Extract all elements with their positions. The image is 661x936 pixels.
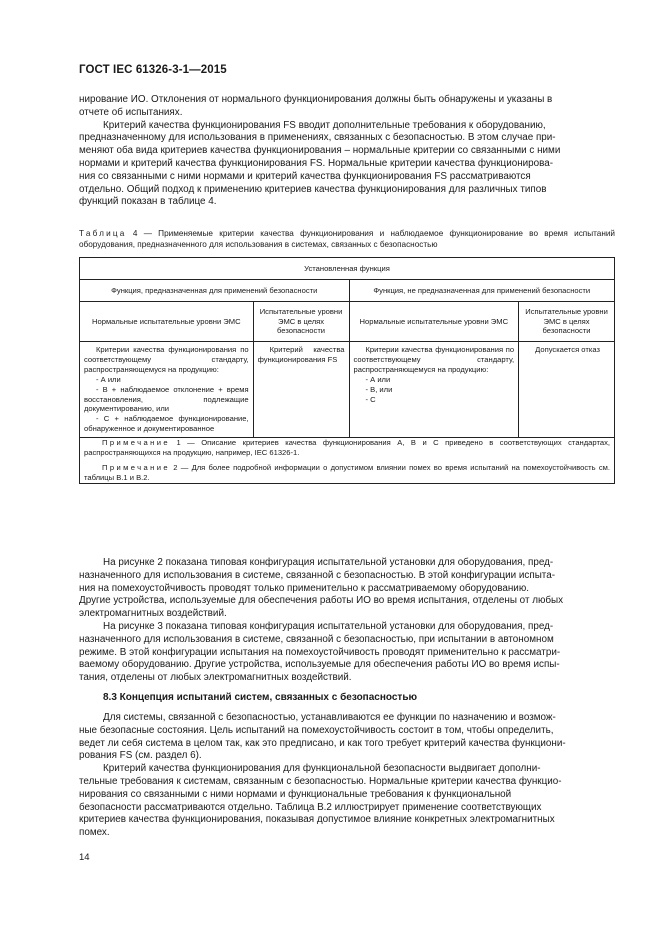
column-header: Нормальные испытательные уровни ЭМС: [349, 302, 519, 342]
section-heading: 8.3 Концепция испытаний систем, связанных с безопасностью: [103, 692, 418, 703]
criteria-table: [79, 257, 615, 484]
table-row: [80, 342, 615, 438]
note-2: Примечание 2 — Для более подробной информации о допустимом влиянии помех во время испытаний на помехоустойчивость см. таблицы В.1 и В.2.: [84, 462, 610, 482]
paragraph-2: Критерий качества функционирования FS вводит дополнительные требования к оборудованию, предназначенному для использования в применениях, связанных с безопасностью. В этом случае при- меняют оба вида критериев качества функционирования – нормальные критерии со связанными с ними нормами и критерий качества функционирования FS. Нормальные критерии качества функционирова- ния со связанными с ними нормами и критерий качества функционирования FS рассматриваются отдельно. Общий подход к применению критериев качества функционирования для различных типов функций показан в таблице 4.: [79, 119, 561, 208]
paragraph-4: На рисунке 3 показана типовая конфигурация испытательной установки для оборудования, пред- назначенного для использования в системе, связанной с безопасностью, при испытании в автономном режиме. В этой конфигурации испытания на помехоустойчивость проводят применительно к рассматри- ваемому оборудованию. Другие устройства, используемые для обеспечения работы ИО во время испы- тания, отделены от любых электромагнитных воздействий.: [79, 620, 561, 684]
paragraph-6: Критерий качества функционирования для функциональной безопасности выдвигает дополни- тельные требования к системам, связанным с безопасностью. Нормальные критерии качества функцио- нирования со связанными с ними нормами и функциональные требования к функциональной безопасности рассматриваются отдельно. Таблица В.2 иллюстрирует применение соответствующих критериев качества функционирования, показывая допустимое влияние конкретных электромагнитных помех.: [79, 763, 562, 839]
table-notes: [80, 438, 615, 484]
page-number: 14: [79, 852, 90, 863]
column-header: Испытательные уровни ЭМС в целях безопасности: [253, 302, 349, 342]
intro-text: [79, 94, 615, 209]
section-text: [79, 712, 615, 840]
paragraph-3: На рисунке 2 показана типовая конфигурация испытательной установки для оборудования, пред- назначенного для использования в системе, связанной с безопасностью. В этой конфигурации испыта- ния на помехоустойчивость проводят только применительно к рассматриваемому оборудованию. Другие устройства, используемые для обеспечения работы ИО во время испытания, отделены от любых электромагнитных воздействий.: [79, 557, 564, 620]
standard-header: ГОСТ IEC 61326-3-1—2015: [79, 64, 227, 76]
table-cell: Критерии качества функционирования по соответствующему стандарту, распространяющемуся на продукцию: - А или - В + наблюдаемое отклонение + время восстановления, подлежащие документированию, или - С + наблюдаемое функционирование, обнаруженное и документированное: [80, 342, 254, 438]
header-established-function: Установленная функция: [80, 258, 615, 280]
table-caption: Таблица 4 — Применяемые критерии качества функционирования и наблюдаемое функционирование во время испытаний оборудования, предназначенного для использования в системах, связанных с безопасностью: [79, 229, 615, 249]
paragraph-1: нирование ИО. Отклонения от нормального функционирования должны быть обнаружены и указаны в отчете об испытаниях.: [79, 94, 553, 118]
header-non-safety-function: Функция, не предназначенная для применений безопасности: [349, 280, 615, 302]
paragraph-5: Для системы, связанной с безопасностью, устанавливаются ее функции по назначению и возмож- ные безопасные состояния. Цель испытаний на помехоустойчивость состоит в том, чтобы определить, ведет ли себя система в целом так, как это предписано, и как того требует критерий качества функциони- рования FS (см. раздел 6).: [79, 712, 566, 762]
header-safety-function: Функция, предназначенная для применений безопасности: [80, 280, 350, 302]
column-header: Нормальные испытательные уровни ЭМС: [80, 302, 254, 342]
table-cell: Критерии качества функционирования по соответствующему стандарту, распространяющемуся на продукцию: - А или - В, или - С: [349, 342, 519, 438]
table-cell: Допускается отказ: [519, 342, 615, 438]
table-notes-row: [80, 438, 615, 484]
note-1: Примечание 1 — Описание критериев качества функционирования А, В и С приведено в соответствующих стандартах, распространяющихся на продукцию, например, IEC 61326-1.: [84, 438, 610, 458]
column-header: Испытательные уровни ЭМС в целях безопасности: [519, 302, 615, 342]
table-cell: Критерий качества функционирования FS: [253, 342, 349, 438]
figure-description-text: [79, 557, 615, 685]
